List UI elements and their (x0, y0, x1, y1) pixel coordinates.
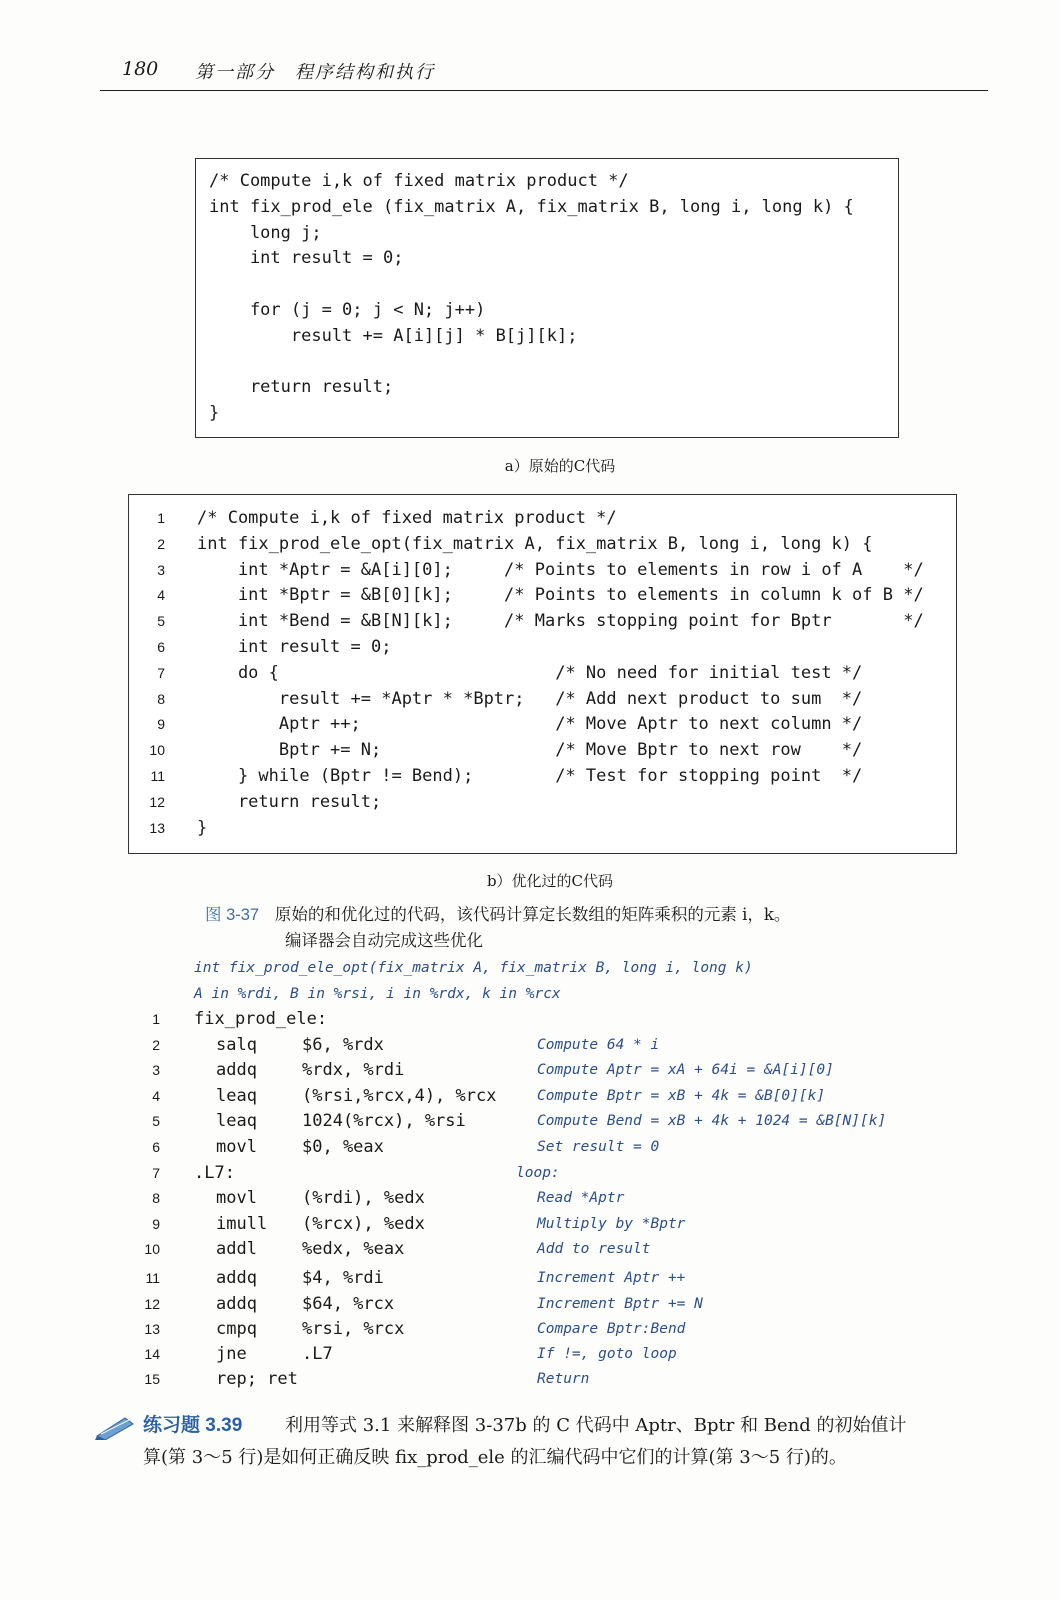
asm-operands: (%rsi,%rcx,4), %rcx (302, 1086, 497, 1106)
asm-opcode: addq (216, 1268, 257, 1288)
pencil-exercise-icon (95, 1414, 135, 1440)
asm-line (100, 1007, 980, 1032)
line-number: 1 (157, 510, 165, 526)
line-number: 13 (149, 819, 165, 836)
asm-operands: %rdx, %rdi (302, 1060, 405, 1080)
asm-opcode: imull (216, 1214, 268, 1234)
asm-comment: loop: (516, 1165, 560, 1181)
figure-caption (205, 902, 925, 954)
figure-caption-line-2: 编译器会自动完成这些优化 (285, 931, 483, 950)
code-text: do { /* No need for initial test */ (197, 662, 863, 683)
asm-comment: Return (537, 1371, 590, 1387)
asm-line (100, 1161, 980, 1186)
line-number: 11 (150, 768, 165, 784)
line-number: 8 (157, 690, 165, 707)
code-line (129, 608, 956, 634)
line-number: 7 (157, 664, 165, 681)
code-text: return result; (197, 791, 382, 812)
figure-label: 图 3-37 (205, 906, 260, 924)
asm-opcode: leaq (216, 1086, 257, 1106)
asm-line (100, 1186, 980, 1211)
line-number: 10 (144, 1241, 160, 1257)
asm-comment: Compute Bend = xB + 4k + 1024 = &B[N][k] (537, 1113, 887, 1129)
code-line (129, 505, 956, 531)
asm-comment: Compute 64 * i (537, 1037, 660, 1053)
code-text: int *Bend = &B[N][k]; /* Marks stopping point for Bptr */ (197, 611, 924, 632)
asm-opcode: cmpq (216, 1319, 257, 1339)
line-number: 7 (152, 1165, 160, 1181)
code-text: /* Compute i,k of fixed matrix product */ (197, 508, 617, 528)
code-line (129, 582, 956, 608)
asm-opcode: leaq (216, 1111, 257, 1131)
line-number: 5 (152, 1113, 160, 1129)
code-line (129, 557, 956, 583)
asm-line (100, 1084, 980, 1109)
code-line (129, 737, 956, 763)
asm-comment: Add to result (537, 1241, 651, 1257)
asm-operands: $0, %eax (302, 1137, 384, 1157)
code-line (129, 531, 956, 557)
asm-line (100, 1237, 980, 1262)
asm-operands: .L7 (302, 1344, 333, 1364)
subcaption-a: a）原始的C代码 (504, 457, 616, 475)
line-number: 3 (152, 1062, 160, 1078)
code-listing-original (195, 158, 899, 438)
asm-comment: Compare Bptr:Bend (537, 1321, 686, 1337)
code-text: Bptr += N; /* Move Bptr to next row */ (197, 740, 863, 761)
line-number: 12 (149, 793, 165, 810)
code-text: } (197, 817, 208, 838)
asm-opcode: addq (216, 1060, 257, 1080)
running-title: 第一部分 程序结构和执行 (195, 62, 435, 83)
line-number: 4 (152, 1088, 160, 1104)
code-line (209, 350, 854, 376)
line-number: 13 (144, 1321, 160, 1337)
code-text: int fix_prod_ele_opt(fix_matrix A, fix_matrix B, long i, long k) { (197, 533, 873, 554)
asm-comment: Multiply by *Bptr (537, 1216, 686, 1232)
asm-line (100, 1212, 980, 1237)
line-number: 6 (152, 1139, 160, 1155)
code-line: /* Compute i,k of fixed matrix product */ (209, 171, 629, 191)
running-header (100, 56, 988, 91)
subcaption-b: b）优化过的C代码 (486, 872, 614, 890)
asm-line (100, 1317, 980, 1342)
code-text: } while (Bptr != Bend); /* Test for stopping point */ (197, 766, 863, 786)
asm-operands: (%rdi), %edx (302, 1188, 425, 1208)
exercise-title: 练习题 3.39 (143, 1415, 243, 1436)
exercise-text-line-2: 算(第 3～5 行)是如何正确反映 fix_prod_ele 的汇编代码中它们的计算(第 3～5 行)的。 (143, 1447, 847, 1468)
line-number: 4 (157, 587, 165, 604)
line-number: 6 (157, 639, 165, 655)
code-text: int *Aptr = &A[i][0]; /* Points to elements in row i of A */ (197, 559, 924, 580)
page-number: 180 (122, 58, 159, 80)
asm-comment: Increment Aptr ++ (537, 1270, 686, 1286)
code-line (129, 789, 956, 815)
asm-line (100, 1342, 980, 1367)
asm-operands: 1024(%rcx), %rsi (302, 1111, 466, 1131)
code-line (209, 272, 854, 298)
asm-opcode: movl (216, 1188, 257, 1208)
asm-opcode: movl (216, 1137, 257, 1157)
line-number: 9 (152, 1216, 160, 1232)
code-line (129, 634, 956, 660)
asm-operands: (%rcx), %edx (302, 1214, 425, 1234)
asm-line (100, 1109, 980, 1134)
line-number: 3 (157, 561, 165, 578)
asm-label: fix_prod_ele: (194, 1009, 328, 1029)
asm-opcode: addq (216, 1294, 257, 1314)
code-line: long j; (209, 222, 322, 243)
code-line (129, 763, 956, 789)
code-listing-original-text (209, 169, 854, 427)
line-number: 11 (145, 1270, 160, 1286)
asm-comment: Compute Bptr = xB + 4k = &B[0][k] (537, 1088, 826, 1104)
asm-opcode: salq (216, 1035, 257, 1055)
asm-operands: $64, %rcx (302, 1294, 395, 1314)
asm-line (100, 1266, 980, 1291)
asm-opcode: rep; ret (216, 1369, 298, 1389)
asm-signature: int fix_prod_ele_opt(fix_matrix A, fix_matrix B, long i, long k) (194, 960, 753, 976)
asm-comment: If !=, goto loop (537, 1346, 677, 1362)
asm-operands: $6, %rdx (302, 1035, 384, 1055)
line-number: 14 (144, 1346, 160, 1362)
asm-label: .L7: (194, 1163, 235, 1183)
asm-line (100, 1058, 980, 1083)
code-line: } (209, 403, 220, 424)
asm-line (100, 1292, 980, 1317)
asm-line (100, 1033, 980, 1058)
asm-line (100, 1367, 980, 1392)
asm-comment: Set result = 0 (537, 1139, 660, 1155)
code-line (129, 686, 956, 712)
code-line (129, 711, 956, 737)
asm-opcode: addl (216, 1239, 257, 1259)
line-number: 1 (152, 1011, 160, 1027)
line-number: 2 (152, 1037, 160, 1053)
figure-caption-line-1: 原始的和优化过的代码，该代码计算定长数组的矩阵乘积的元素 i，k。 (274, 905, 791, 924)
line-number: 10 (149, 742, 165, 759)
code-text: int result = 0; (197, 637, 392, 657)
line-number: 12 (144, 1296, 160, 1312)
asm-line (100, 1135, 980, 1160)
line-number: 9 (157, 716, 165, 733)
code-line: int fix_prod_ele (fix_matrix A, fix_matrix B, long i, long k) { (209, 196, 854, 217)
asm-operands: %edx, %eax (302, 1239, 405, 1259)
asm-comment: Increment Bptr += N (537, 1296, 703, 1312)
code-line: result += A[i][j] * B[j][k]; (209, 325, 578, 346)
code-text: result += *Aptr * *Bptr; /* Add next product to sum */ (197, 688, 863, 709)
asm-comment: Read *Aptr (537, 1190, 625, 1206)
line-number: 5 (157, 613, 165, 630)
line-number: 8 (152, 1190, 160, 1206)
line-number: 2 (157, 535, 165, 552)
asm-register-map: A in %rdi, B in %rsi, i in %rdx, k in %rcx (194, 986, 561, 1002)
asm-comment: Compute Aptr = xA + 64i = &A[i][0] (537, 1062, 834, 1078)
exercise-text-line-1: 利用等式 3.1 来解释图 3-37b 的 C 代码中 Aptr、Bptr 和 Bend 的初始值计 (285, 1415, 907, 1436)
asm-operands: $4, %rdi (302, 1268, 384, 1288)
code-line (129, 660, 956, 686)
asm-opcode: jne (216, 1344, 247, 1364)
code-line: return result; (209, 377, 394, 398)
code-text: int *Bptr = &B[0][k]; /* Points to elements in column k of B */ (197, 585, 924, 606)
line-number: 15 (144, 1371, 160, 1387)
code-listing-optimized (128, 494, 957, 854)
code-line (129, 815, 956, 841)
code-line: for (j = 0; j < N; j++) (209, 299, 486, 320)
asm-operands: %rsi, %rcx (302, 1319, 405, 1339)
code-line: int result = 0; (209, 248, 404, 269)
code-text: Aptr ++; /* Move Aptr to next column */ (197, 714, 863, 735)
